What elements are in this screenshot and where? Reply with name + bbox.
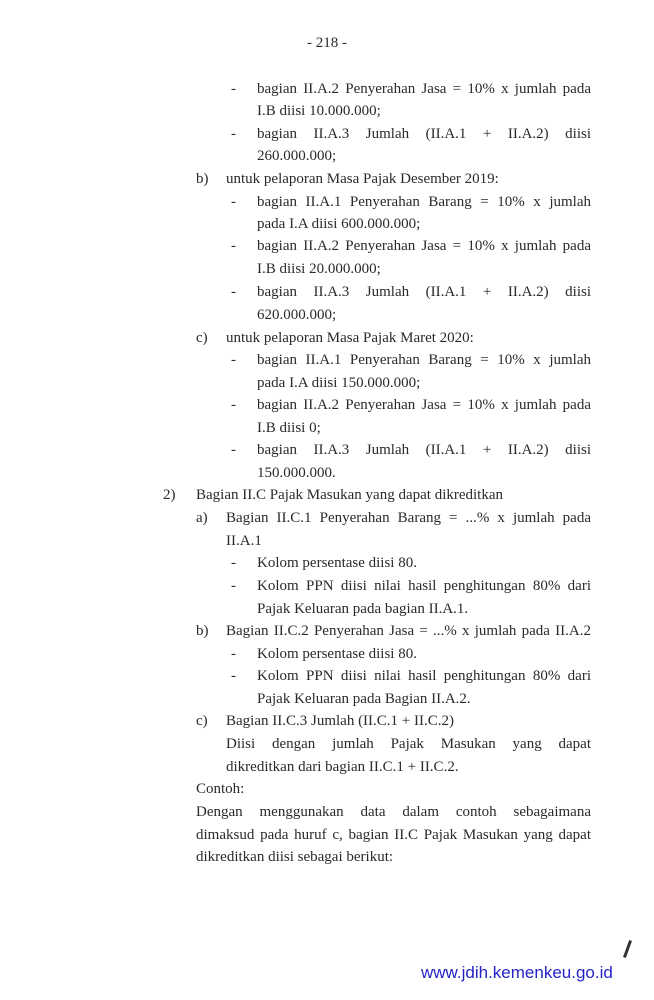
- website-link[interactable]: www.jdih.kemenkeu.go.id: [421, 963, 613, 982]
- text-line: 150.000.000.: [257, 465, 336, 481]
- text-line: bagian II.A.1 Penyerahan Barang = 10% x jumlah: [257, 194, 591, 210]
- dash: -: [231, 646, 236, 662]
- text-line: dikreditkan dari bagian II.C.1 + II.C.2.: [226, 759, 459, 775]
- text-line: bagian II.A.2 Penyerahan Jasa = 10% x jumlah pada: [257, 397, 591, 413]
- list-label: 2): [163, 487, 176, 503]
- text-line: Diisi dengan jumlah Pajak Masukan yang dapat: [226, 736, 591, 752]
- text-line: Bagian II.C.1 Penyerahan Barang = ...% x jumlah pada: [226, 510, 591, 526]
- text-line: Pajak Keluaran pada Bagian II.A.2.: [257, 691, 471, 707]
- text-line: untuk pelaporan Masa Pajak Maret 2020:: [226, 330, 474, 346]
- list-label: c): [196, 713, 208, 729]
- text-line: pada I.A diisi 600.000.000;: [257, 216, 421, 232]
- dash: -: [231, 126, 236, 142]
- text-line: Kolom PPN diisi nilai hasil penghitungan 80% dari: [257, 668, 591, 684]
- text-line: II.A.1: [226, 533, 262, 549]
- dash: -: [231, 668, 236, 684]
- dash: -: [231, 238, 236, 254]
- text-line: bagian II.A.2 Penyerahan Jasa = 10% x jumlah pada: [257, 81, 591, 97]
- list-label: c): [196, 330, 208, 346]
- text-line: I.B diisi 10.000.000;: [257, 103, 381, 119]
- text-line: Bagian II.C.2 Penyerahan Jasa = ...% x jumlah pada II.A.2: [226, 623, 591, 639]
- pen-mark: [623, 940, 632, 958]
- text-line: bagian II.A.3 Jumlah (II.A.1 + II.A.2) diisi: [257, 284, 591, 300]
- text-line: 260.000.000;: [257, 148, 337, 164]
- text-line: Kolom PPN diisi nilai hasil penghitungan 80% dari: [257, 578, 591, 594]
- list-label: b): [196, 171, 209, 187]
- text-line: I.B diisi 0;: [257, 420, 321, 436]
- text-line: Contoh:: [196, 781, 245, 797]
- text-line: bagian II.A.3 Jumlah (II.A.1 + II.A.2) diisi: [257, 442, 591, 458]
- text-line: Bagian II.C.3 Jumlah (II.C.1 + II.C.2): [226, 713, 455, 729]
- text-line: Pajak Keluaran pada bagian II.A.1.: [257, 601, 469, 617]
- dash: -: [231, 81, 236, 97]
- text-line: bagian II.A.2 Penyerahan Jasa = 10% x jumlah pada: [257, 238, 591, 254]
- dash: -: [231, 578, 236, 594]
- dash: -: [231, 352, 236, 368]
- dash: -: [231, 397, 236, 413]
- list-label: b): [196, 623, 209, 639]
- text-line: Bagian II.C Pajak Masukan yang dapat dikreditkan: [196, 487, 504, 503]
- text-line: dimaksud pada huruf c, bagian II.C Pajak Masukan yang dapat: [196, 827, 591, 843]
- text-line: bagian II.A.1 Penyerahan Barang = 10% x jumlah: [257, 352, 591, 368]
- page-number: - 218 -: [307, 35, 347, 51]
- dash: -: [231, 284, 236, 300]
- text-line: Kolom persentase diisi 80.: [257, 555, 417, 571]
- text-line: dikreditkan diisi sebagai berikut:: [196, 849, 394, 865]
- dash: -: [231, 194, 236, 210]
- dash: -: [231, 555, 236, 571]
- text-line: bagian II.A.3 Jumlah (II.A.1 + II.A.2) diisi: [257, 126, 591, 142]
- text-line: 620.000.000;: [257, 307, 337, 323]
- dash: -: [231, 442, 236, 458]
- text-line: pada I.A diisi 150.000.000;: [257, 375, 421, 391]
- list-label: a): [196, 510, 208, 526]
- text-line: I.B diisi 20.000.000;: [257, 261, 381, 277]
- text-line: untuk pelaporan Masa Pajak Desember 2019:: [226, 171, 499, 187]
- text-line: Kolom persentase diisi 80.: [257, 646, 417, 662]
- text-line: Dengan menggunakan data dalam contoh sebagaimana: [196, 804, 591, 820]
